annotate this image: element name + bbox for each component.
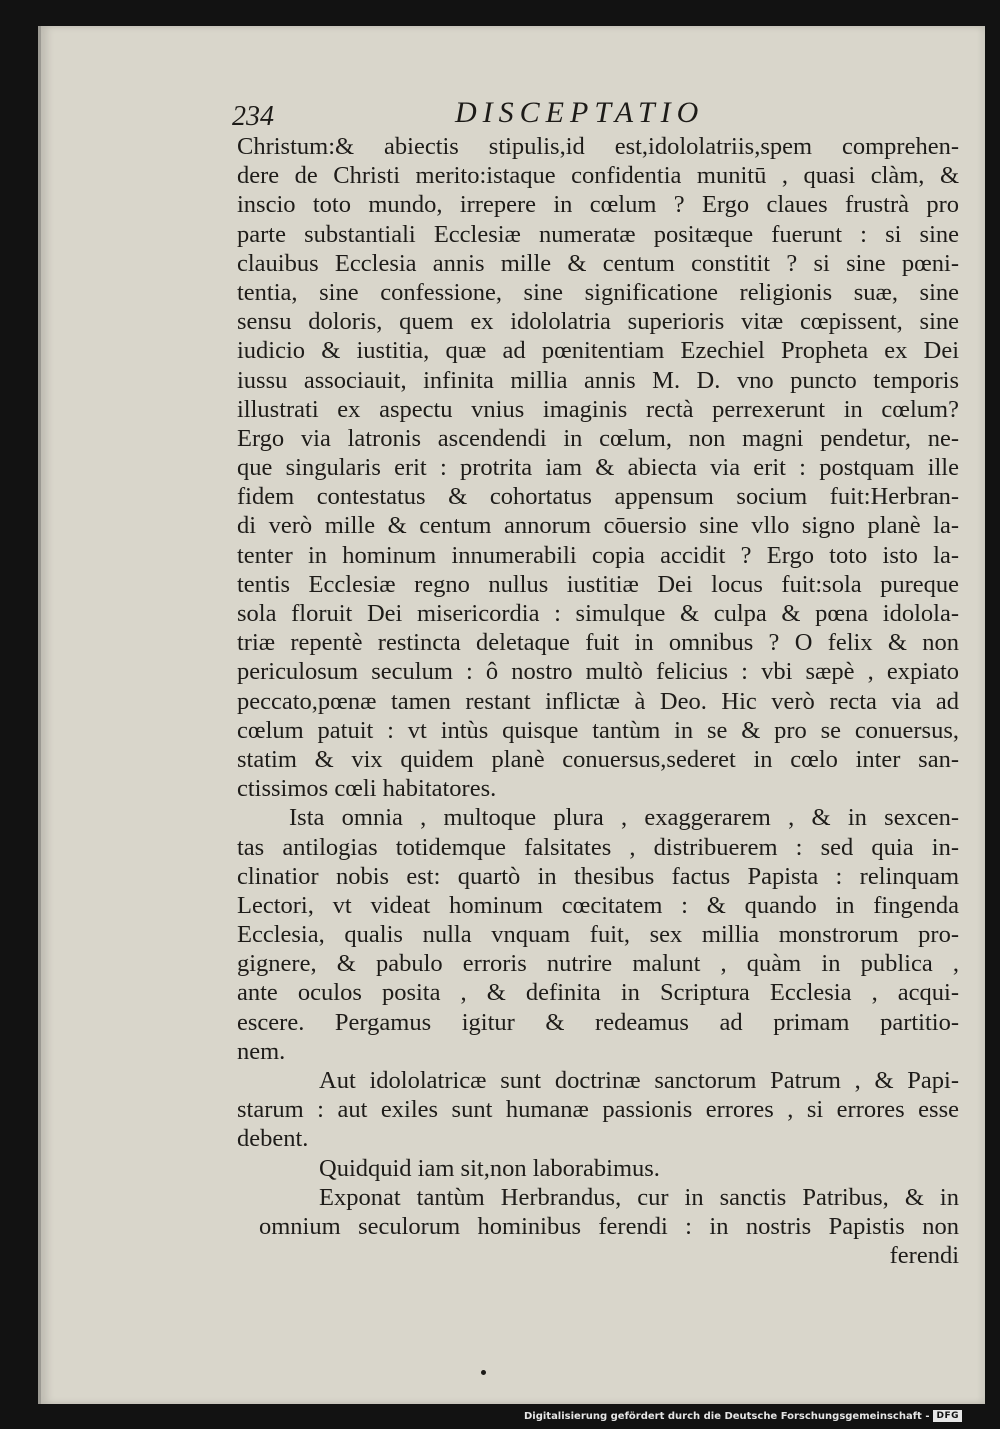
text-line: Christum:& abiectis stipulis,id est,idololatriis,spem comprehen- xyxy=(237,133,959,160)
text-line: escere. Pergamus igitur & redeamus ad primam partitio- xyxy=(237,1008,959,1036)
catchword: ferendi xyxy=(889,1242,959,1270)
paragraph-start-line: Exponat tantùm Herbrandus, cur in sanctis Patribus, & in xyxy=(319,1183,959,1211)
text-line: tas antilogias totidemque falsitates , distribuerem : sed quia in- xyxy=(237,833,959,861)
text-line: inscio toto mundo, irrepere in cœlum ? Ergo claues frustrà pro xyxy=(237,191,959,219)
text-line: periculosum seculum : ô nostro multò felicius : vbi sæpè , expiato xyxy=(237,658,959,686)
text-line: gignere, & pabulo erroris nutrire malunt , quàm in publica , xyxy=(237,950,959,978)
text-line: iudicio & iustitia, quæ ad pœnitentiam Ezechiel Propheta ex Dei xyxy=(237,337,959,365)
body-text xyxy=(237,132,959,1270)
page-mark xyxy=(481,1370,486,1375)
text-line: illustrati ex aspectu vnius imaginis rectà perrexerunt in cœlum? xyxy=(237,395,959,423)
text-line: statim & vix quidem planè conuersus,sederet in cœlo inter san- xyxy=(237,745,959,773)
text-line: sola floruit Dei misericordia : simulque & culpa & pœna idolola- xyxy=(237,600,959,627)
text-line: cœlum patuit : vt intùs quisque tantùm in se & pro se conuersus, xyxy=(237,716,959,744)
text-line: Ecclesia, qualis nulla vnquam fuit, sex millia monstrorum pro- xyxy=(237,921,959,949)
text-line: clinatior nobis est: quartò in thesibus factus Papista : relinquam xyxy=(237,862,959,890)
text-line: Lectori, vt videat hominum cœcitatem : & quando in fingenda xyxy=(237,891,959,919)
text-line: iussu associauit, infinita millia annis M. D. vno puncto temporis xyxy=(237,366,959,394)
text-line: nem. xyxy=(237,1037,286,1065)
text-line: dere de Christi merito:istaque confidentia munitū , quasi clàm, & xyxy=(237,162,959,190)
text-line: debent. xyxy=(237,1125,309,1153)
page-number: 234 xyxy=(232,101,274,132)
digitization-footer xyxy=(524,1410,962,1422)
text-line: triæ repentè restincta deletaque fuit in omnibus ? O felix & non xyxy=(237,629,959,657)
text-line: omnium seculorum hominibus ferendi : in nostris Papistis non xyxy=(259,1212,959,1240)
text-line: fidem contestatus & cohortatus appensum socium fuit:Herbran- xyxy=(237,483,959,511)
text-line: Ergo via latronis ascendendi in cœlum, non magni pendetur, ne- xyxy=(237,424,959,452)
text-line: tentia, sine confessione, sine significatione religionis suæ, sine xyxy=(237,278,959,306)
text-line: ctissimos cœli habitatores. xyxy=(237,775,497,803)
text-line: clauibus Ecclesia annis mille & centum constitit ? si sine pœni- xyxy=(237,249,959,277)
running-head: DISCEPTATIO xyxy=(455,96,705,129)
text-line: ante oculos posita , & definita in Scriptura Ecclesia , acqui- xyxy=(237,979,959,1007)
book-page xyxy=(38,26,985,1404)
dfg-logo: DFG xyxy=(933,1410,962,1422)
text-line: peccato,pœnæ tamen restant inflictæ à Deo. Hic verò recta via ad xyxy=(237,687,959,715)
text-line: di verò mille & centum annorum cōuersio sine vllo signo planè la- xyxy=(237,512,959,540)
text-line: sensu doloris, quem ex idololatria superioris vitæ cœpissent, sine xyxy=(237,308,959,336)
text-line: parte substantiali Ecclesiæ numeratæ positæque fuerunt : si sine xyxy=(237,220,959,248)
text-line: tenter in hominum innumerabili copia accidit ? Ergo toto isto la- xyxy=(237,541,959,569)
text-line: tentis Ecclesiæ regno nullus iustitiæ Dei locus fuit:sola pureque xyxy=(237,570,959,598)
paragraph-start-line: Aut idololatricæ sunt doctrinæ sanctorum Patrum , & Papi- xyxy=(319,1067,959,1094)
text-line: starum : aut exiles sunt humanæ passionis errores , si errores esse xyxy=(237,1096,959,1124)
footer-credit: Digitalisierung gefördert durch die Deutsche Forschungsgemeinschaft - xyxy=(523,1410,930,1422)
text-line: que singularis erit : protrita iam & abiecta via erit : postquam ille xyxy=(237,454,959,482)
paragraph-start-line: Quidquid iam sit,non laborabimus. xyxy=(319,1154,660,1182)
paragraph-start-line: Ista omnia , multoque plura , exaggerarem , & in sexcen- xyxy=(289,804,959,832)
